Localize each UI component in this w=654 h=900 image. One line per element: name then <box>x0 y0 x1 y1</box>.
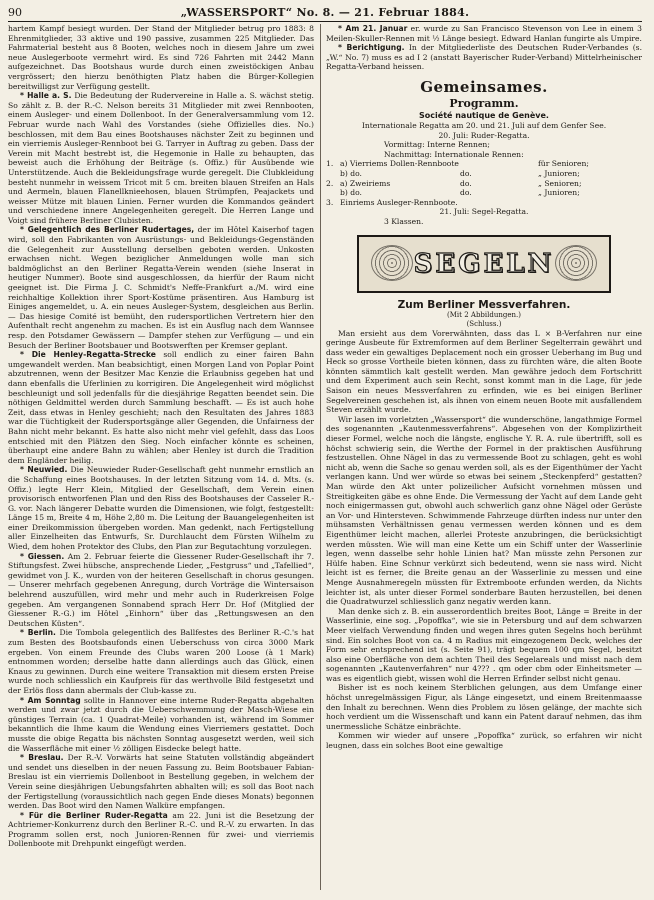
paragraph-text: Die Neuwieder Ruder-Gesellschaft geht nunmehr ernstlich an die Schaffung eines Bootshauses. In der letzten Sitzung vom 14. d. Mts. (s. Offiz.) legte Herr Klein, Mitglied der Gesellschaft, dem Verein einen provisorisch entworfenen Plan und den Riss des Bootshauses der Casseler R.-G. vor. Nach längerer Debatte wurden die Dimensionen, wie folgt, festgestellt: Länge 15 m, Breite 4 m, Höhe 2,80 m. Die Leitung der Bauangelegenheiten ist einer Dreikommission übergeben worden. Man gedenkt, nach Fertigstellung aller Einzelheiten das Entwurfs, Sr. Durchlaucht dem Fürsten Wilhelm zu Wied, dem hohen Protektor des Clubs, den Plan zur Begutachtung vorzulegen. <box>8 465 314 552</box>
paragraph <box>8 24 314 91</box>
paragraph-text: Der R.-V. Vorwärts hat seine Statuten vollständig abgeändert und sendet uns dieselben in der neuen Fassung zu. Beim Bootsbauer Fabian-Breslau ist ein vierriemis Dollenboot in Bestellung gegeben, in welchem der Verein seine diesjährigen Uebungsfahrten abhalten will; es soll das Boot nach der Fertigstellung (voraussichtlich nach gegen Ende dieses Monats) begonnen werden. Das Boot wird den Namen Walküre empfangen. <box>8 753 314 811</box>
program-row <box>326 188 642 198</box>
column-divider <box>320 24 321 890</box>
paragraph: Wir lasen im vorletzten „Wassersport“ die wunderschöne, langathmige Formel des sogenannten „Kautenmessverfahrens“. Abgesehen von der Komplizirtheit dieser Formel, welche noch die längste, englische Y. R. A. rule übertrifft, soll es höchst schwierig sein, die Werthe der Formel in der praktischen Ausführung festzustellen. Ohne Nägel in das zu vermessende Boot zu schlagen, geht es wohl nicht ab, wenn die Sache so genau werden soll, als es der Eigenthümer der Yacht verlangen kann. Und wer würde so etwas bei seinem „Steckenpferd“ gestatten? Man würde den Akt unter polizeilicher Aufsicht vornehmen müssen und Streitigkeiten gäbe es ohne Ende. Die Vermessung der Yacht auf dem Lande geht noch einigermassen gut, obwohl auch schwerlich ganz ohne Nägel oder Gerüste an Vor- und Hintersteven. Schwimmende Fahrzeuge dürften indess nur unter den mühsamsten Verhältnissen genau vermessen werden können und es dem Eigenthümer leicht machen, allerlei Proteste anzubringen, die berücksichtigt werden müssten. Wie will man eine Kette um ein Schiff unter der Wasserlinie legen, wenn dasselbe sehr hohle Linien hat? Man müsste zehn Personen zur Hülfe haben. Eine Schnur verkürzt sich bedeutend, wenn sie nass wird. Nicht leicht ist es ferner, die Breite genau an der Wasserlinie zu messen und eine Menge Ausnahmeregeln müssten für Extremboote erfunden werden, da Nichts leichter ist, als unter dieser Formel sonderbare Bauten herzustellen, bei denen die Quadratwurzel schliesslich ganz negativ werden kann. <box>326 414 642 607</box>
program-num <box>326 169 340 179</box>
paragraph-text: In der Mitgliederliste des Deutschen Ruder-Verbandes (s. „W.“ No. 7) muss es ad I 2 (anstatt Bayerischer Ruder-Verband) Mittelrheinischer Regatta-Verband heissen. <box>326 43 642 72</box>
paragraph <box>8 753 314 811</box>
paragraph <box>8 811 314 849</box>
program-do <box>460 198 538 208</box>
program-do: do. <box>460 188 472 198</box>
paragraph-text: Am 2. Februar feierte die Giessener Ruder-Gesellschaft ihr 7. Stiftungsfest. Zwei hübsche, ansprechende Lieder, „Festgruss“ und „Tafellied“, gewidmet von J. K., wurden von der heiteren Gesellschaft in chorus gesungen. — Unserer mehrfach gegebenen Anregung, durch Vorträge die Wintersaison belehrend auszufüllen, wird mehr und mehr auch in Ruderkreisen Folge gegeben. Am vergangenen Sonnabend sprach Herr Dr. Hof (Mitglied der Giessener R.-G.) im Hôtel „Einhorn“ über das „Rettungswesen an den Deutschen Küsten“. <box>8 551 314 628</box>
program-num <box>326 188 340 198</box>
morning-line: Vormittag: Interne Rennen; <box>384 140 490 150</box>
section-heading-gemeinsames: Gemeinsames. <box>420 77 548 96</box>
program-category <box>538 198 642 208</box>
running-head <box>8 6 642 20</box>
paragraph-lead: * Die Henley-Regatta-Strecke <box>20 350 156 360</box>
paragraph <box>8 225 314 350</box>
left-column <box>8 24 314 894</box>
program-boat: Einriems Ausleger-Rennboote. <box>340 197 458 207</box>
paragraph-lead: * Am 21. Januar <box>338 24 408 33</box>
paragraph <box>8 696 314 754</box>
article-title: Zum Berliner Messverfahren. <box>397 298 571 311</box>
paragraph-text: er. wurde zu San Francisco Stevenson von Lee in einem 3 Meilen-Skuller-Rennen mit ½ Länge besiegt. Edward Hanlan fungirte als Umpire. <box>326 24 642 43</box>
program-num: 3. <box>326 197 334 207</box>
paragraph-text: am 22. Juni ist die Besetzung der Achtriemer-Konkurrenz durch den Berliner R.-C. und R.-V. zu erwarten. In das Programm sollen erst, noch Junioren-Rennen für zwei- und vierriemis Dollenboote mit Drehpunkt eingefügt werden. <box>8 810 314 849</box>
paragraph: Bisher ist es noch keinem Sterblichen gelungen, aus dem Umfange einer höchst unregelmässigen Figur, als Länge eingesetzt, und einem Breitenmaasse den Inhalt zu berechnen. Wenn dies Problem zu lösen gelänge, der machte sich hoch verdient um die Wissenschaft und kann ein Patent darauf nehmen, das ihm unermessliche Schätze einbrächte. <box>326 683 642 731</box>
ornament-icon <box>371 245 413 281</box>
paragraph <box>326 43 642 72</box>
regatta-intro: Internationale Regatta am 20. und 21. Juli auf dem Genfer See. <box>361 120 607 130</box>
right-column <box>326 24 642 894</box>
running-head-title: „WASSERSPORT“ No. 8. — 21. Februar 1884. <box>180 6 470 19</box>
ornament-icon <box>555 245 597 281</box>
program-boat: a) Zweiriems <box>340 178 391 188</box>
day2-heading: 21. Juli: Segel-Regatta. <box>439 207 529 217</box>
program-row <box>326 159 642 169</box>
program-row <box>326 198 642 208</box>
program-num: 1. <box>326 159 334 169</box>
paragraph <box>8 350 314 465</box>
paragraph-text: soll endlich zu einer fairen Bahn umgewandelt werden. Man beabsichtigt, einen Morgen Land von Poplar Point abzutrennen, wenn der Besitzer Mac Kenzie die Erlaubniss gegeben hat und dann ebenfalls die Uferlinien zu korrigiren. Die Angelegenheit wird möglichst beschleunigt und soll jedenfalls für die diesjährige Regatten beendet sein. Die nöthigen Geldmittel werden durch Sammlung beschafft. — Es ist auch hohe Zeit, dass etwas in Henley geschieht; nach den Resultaten des Jahres 1883 war die Tüchtigkeit der Rudersportsgänge aller Gegenden, die Unfairness der Bahn nicht mehr bekannt. Es hatte also nicht mehr viel gefehlt, dass das Loos entschied mit den Plätzen den Sieg. Noch einfacher könnte es scheinen, überhaupt eine andere Bahn zu wählen; aber Henley ist durch die Tradition dem Engländer heilig. <box>8 350 314 465</box>
paragraph: Kommen wir wieder auf unsere „Popoffka“ zurück, so erfahren wir nicht leugnen, dass ein solches Boot eine gewaltige <box>326 731 642 751</box>
paragraph <box>8 465 314 551</box>
program-boat: b) do. <box>340 168 362 178</box>
paragraph-lead: * Neuwied. <box>20 465 68 475</box>
segeln-banner <box>357 235 611 293</box>
program-category: „ Junioren; <box>538 188 580 198</box>
paragraph: Man ersieht aus dem Vorerwähnten, dass das L × B-Verfahren nur eine geringe Ausbeute für Extremformen auf dem Berliner Segelterrain gewährt und dass weder ein gewaltiges Deplacement noch ein grosser Ueberhang im Bug und Heck so grosse Vortheile bieten können, dass zu fürchten wäre, die alten Boote könnten sämmtlich kalt gestellt werden. Man gewähre jedoch dem Fortschritt und dem Experiment auch sein Recht, sonst kommt man in die Lage, für jede Saison ein neues Messverfahren zu erfinden, wie es bei einigen Berliner Segelvereinen geschehen ist, als ihnen von einem neuen Boote mit ausfallendem Steven erzählt wurde. <box>326 328 642 415</box>
paragraph-lead: * Giessen. <box>20 551 65 561</box>
program-heading: Programm. <box>449 96 519 110</box>
paragraph-lead: * Für die Berliner Ruder-Regatta <box>20 810 168 820</box>
paragraph-lead: * Berlin. <box>20 628 56 638</box>
paragraph-text: hartem Kampf besiegt wurden. Der Stand der Mitglieder betrug pro 1883: 8 Ehrenmitglieder, 33 aktive und 190 passive, zusammen 225 Mitglieder. Das Fahrmaterial besteht aus 8 Booten, welches noch in diesem Jahre um zwei neue Auslegerboote vermehrt wird. Es sind 726 Fahrten mit 2442 Mann aufgezeichnet. Das Bootshaus wurde durch einen zweistöckigen Anbau vergrössert; den hierzu benöthigten Platz haben die Bürger-Kollegien bereitwilligst zur Verfügung gestellt. <box>8 24 314 91</box>
program-do <box>460 159 538 169</box>
program-boat: b) do. <box>340 188 362 198</box>
program-row <box>326 169 642 179</box>
paragraph <box>8 628 314 695</box>
program-do: do. <box>460 178 472 188</box>
paragraph <box>8 552 314 629</box>
program-row <box>326 179 642 189</box>
program-category: für Senioren; <box>538 159 589 169</box>
figures-note: (Mit 2 Abbildungen.) <box>447 310 521 319</box>
program-boat: a) Vierriems Dollen-Rennboote <box>340 159 459 169</box>
paragraph-lead: * Breslau. <box>20 753 64 763</box>
program-category: „ Junioren; <box>538 168 580 178</box>
paragraph-text: der im Hôtel Kaiserhof tagen wird, soll den Fabrikanten von Ausrüstungs- und Bekleidungs-Gegenständen die Gelegenheit zur Ausstellung derselben geboten werden. Unkosten erwachsen nicht. Wegen beziglicher Anmeldungen wolle man sich baldmöglichst an den Berliner Regatta-Verein wenden (siehe Inserat in heutiger Nummer). Boote sind ausgeschlossen, da hierfür der Raum nicht geeignet ist. Die Firma J. C. Schmidt's Neffe-Frankfurt a./M. wird eine reichhaltige Kollektion ihrer Sport-Kostüme präsentiren. Aus Hamburg ist Einiges angemeldet, u. A. ein neues Ausleger-System, desgleichen aus Berlin. — Das hiesige Comité ist bemüht, den rudersportlichen Vertretern hier den Aufenthalt recht angenehm zu machen. Es ist ein Ausflug nach dem Wannsee resp. den Potsdamer Gewässern — Dampfer stehen zur Verfügung — und ein Besuch der Berliner Bootsbauer und Bootswerften per Kremser geplant. <box>8 225 314 350</box>
header-rule <box>8 21 642 22</box>
banner-word: SEGELN <box>413 248 555 279</box>
afternoon-line: Nachmittag: Internationale Rennen: <box>384 149 524 159</box>
paragraph-text: Die Bedeutung der Rudervereine in Halle a. S. wächst stetig. So zählt z. B. der R.-C. Nelson bereits 31 Mitglieder mit zwei Rennbooten, einem Ausleger- und einem Dollenboot. In der Generalversammlung vom 12. Februar wurde nach Wahl des Vorstandes (siehe Offizielles dies. No.) beschlossen, mit dem Bau eines Bootshauses nächster Zeit zu beginnen und ein vierriemis Ausleger-Rennboot bei G. Tarryer in Auftrag zu geben. Dass der Verein mit Macht bestrebt ist, die Hegemonie in Halle zu behaupten, das beweist auch die Erhöhung der Beiträge (s. Offiz.) für Ausübende wie Unterstützende. Auch die Bekleidungsfrage wurde geregelt. Die Clubkleidung besteht nunmehr in weissem Tricot mit 5 cm. breiten blauen Streifen an Hals und Aermeln, blauen Flanellknieehosen, blauen Strümpfen, Peajackets und weisser Mütze mit blauen Linien. Ferner wurden die Kommandos geändert und verschiedene innere Angelegenheiten geregelt. Die Herren Lange und Voigt sind frühere Berliner Clubisten. <box>8 91 314 225</box>
paragraph-lead: * Gelegentlich des Berliner Rudertages, <box>20 225 195 235</box>
conclusion-note: (Schluss.) <box>466 319 502 328</box>
paragraph-lead: * Berichtigung. <box>338 43 405 53</box>
paragraph-lead: * Halle a. S. <box>20 91 72 101</box>
program-do: do. <box>460 168 472 178</box>
paragraph: Man denke sich z. B. ein ausserordentlich breites Boot, Länge = Breite in der Wasserlinie, eine sog. „Popoffka“, wie sie in Petersburg und auf dem schwarzen Meer vielfach Verwendung finden und wegen ihres guten Segelns hoch berühmt sind. Ein solches Boot von ca. 4 m Radius mit eingezogenem Deck, welches der Form sehr entsprechend ist (s. Seite 91), trägt bequem 100 qm Segel, besitzt also eine Oberfläche von dem achten Theil des Segelareals und misst nach dem sogenannten „Kautenverfahren“ nur 4??? . qm oder cbm oder Einheitsmeter — was es eigentlich giebt, wissen wohl die Herren Erfinder selbst nicht genau. <box>326 606 642 683</box>
society-name: Société nautique de Genève. <box>419 110 549 120</box>
day1-heading: 20. Juli: Ruder-Regatta. <box>438 130 530 140</box>
paragraph <box>326 24 642 43</box>
paragraph-text: Die Tombola gelegentlich des Ballfestes des Berliner R.-C.'s hat zum Besten des Bootsbaufonds einen Ueberschuss von circa 3000 Mark ergeben. Von einem Freunde des Clubs waren 200 Loose (à 1 Mark) entnommen worden; derselbe hatte dann allerdings auch das Glück, einen Knaus zu gewinnen. Durch eine weitere Transaktion mit diesem ersten Preise wurde noch schliesslich ein Kaufpreis für das werthvolle Bild festgesetzt und der Erlös floss dann abermals der Club-kasse zu. <box>8 628 314 695</box>
paragraph-text: sollte in Hannover eine interne Ruder-Regatta abgehalten werden und zwar jetzt durch die Ueberschwemmung der Masch-Wiese ein günstiges Terrain (ca. 1 Quadrat-Meile) vorhanden ist, während im Sommer bekanntlich die Ihme kaum die Wendung eines Vierriemers gestattet. Doch musste die obige Regatta bis nächsten Sonntag ausgesetzt werden, weil sich die Wasserfläche mit einer ½ zölligen Eisdecke belegt hatte. <box>8 695 314 753</box>
classes-line: 3 Klassen. <box>384 216 424 226</box>
program-category: „ Senioren; <box>538 178 582 188</box>
paragraph <box>8 91 314 225</box>
page-number: 90 <box>8 6 22 19</box>
paragraph-lead: * Am Sonntag <box>20 695 81 705</box>
program-num: 2. <box>326 178 334 188</box>
